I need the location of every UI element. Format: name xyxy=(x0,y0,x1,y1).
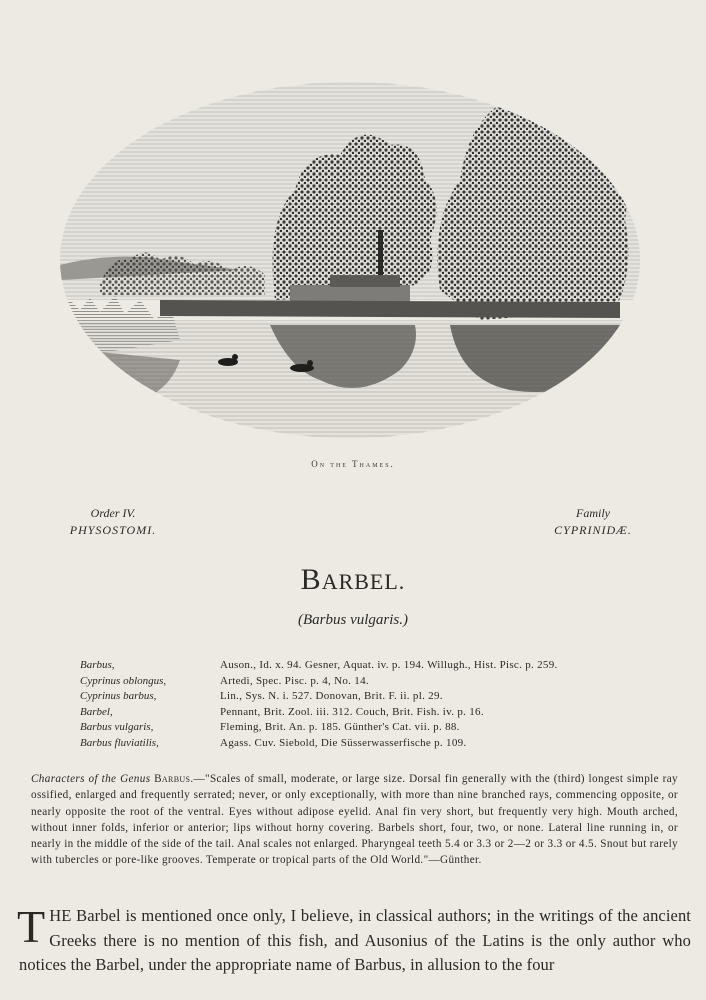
species-title xyxy=(0,563,706,597)
scientific-name: (Barbus vulgaris.) xyxy=(298,612,408,628)
family-name: CYPRINIDÆ. xyxy=(554,523,632,537)
synonym-name: Barbus, xyxy=(80,659,115,671)
title-initial: B xyxy=(300,563,322,596)
synonym-reference: Pennant, Brit. Zool. iii. 312. Couch, Brit. Fish. iv. p. 16. xyxy=(220,705,484,718)
characters-lead: Characters of the Genus xyxy=(31,773,151,785)
characters-genus: Barbus xyxy=(154,773,191,785)
title-rest: ARBEL. xyxy=(321,569,406,594)
synonym-name: Cyprinus oblongus, xyxy=(80,674,167,687)
river-engraving-image xyxy=(60,70,640,450)
synonym-reference: Lin., Sys. N. i. 527. Donovan, Brit. F. ii. pl. 29. xyxy=(220,690,443,702)
synonym-name: Barbus vulgaris, xyxy=(80,721,154,733)
body-paragraph xyxy=(17,901,691,978)
synonym-name: Cyprinus barbus, xyxy=(80,690,157,702)
illustration-caption: On the Thames. xyxy=(311,459,395,469)
order-name: PHYSOSTOMI. xyxy=(69,523,157,537)
drop-cap: T xyxy=(17,901,46,952)
synonym-row xyxy=(80,736,680,752)
order-label: Order IV. xyxy=(90,506,136,520)
synonym-row xyxy=(80,658,680,674)
synonym-row xyxy=(80,705,680,721)
synonym-name: Barbus fluviatilis, xyxy=(80,736,159,749)
synonymy-list xyxy=(80,658,680,751)
characters-text: .—"Scales of small, moderate, or large size. Dorsal fin generally with the (third) longest simple ray ossified, enlarged and frequently serrated; never, or only exceptionally, with more than nine branched rays, commencing opposite, or nearly opposite the root of the ventral. Eyes without adipose eyelid. Anal fin very short, but frequently very high. Mouth arched, without inner folds, inferior or anterior; lips without horny covering. Barbels short, four, two, or none. Lateral line running in, or nearly in the middle of the side of the tail. Anal scales not enlarged. Pharyngeal teeth 5.4 or 3.3 or 2—2 or 3.3 or 4.5. Snout but rarely with tubercles or pore-like grooves. Temperate or tropical parts of the Old World."—Günther. xyxy=(31,773,678,867)
synonym-reference: Artedi, Spec. Pisc. p. 4, No. 14. xyxy=(220,674,369,687)
synonym-row xyxy=(80,689,680,705)
synonym-reference: Auson., Id. x. 94. Gesner, Aquat. iv. p. 194. Willugh., Hist. Pisc. p. 259. xyxy=(220,659,558,671)
body-text: HE Barbel is mentioned once only, I believe, in classical authors; in the writings of the ancient Greeks there is no mention of this fish, and Ausonius of the Latins is the only author who notices the Barbel, under the appropriate name of Barbus, in allusion to the four xyxy=(19,906,691,974)
synonym-row xyxy=(80,720,680,736)
synonym-reference: Fleming, Brit. An. p. 185. Günther's Cat. vii. p. 88. xyxy=(220,721,460,733)
family-label: Family xyxy=(576,506,610,520)
synonym-name: Barbel, xyxy=(80,705,113,718)
family-classification xyxy=(538,505,648,539)
synonym-reference: Agass. Cuv. Siebold, Die Süsserwasserfische p. 109. xyxy=(220,736,467,749)
genus-characters-paragraph xyxy=(31,771,678,869)
synonym-row xyxy=(80,674,680,690)
order-classification xyxy=(58,505,168,539)
